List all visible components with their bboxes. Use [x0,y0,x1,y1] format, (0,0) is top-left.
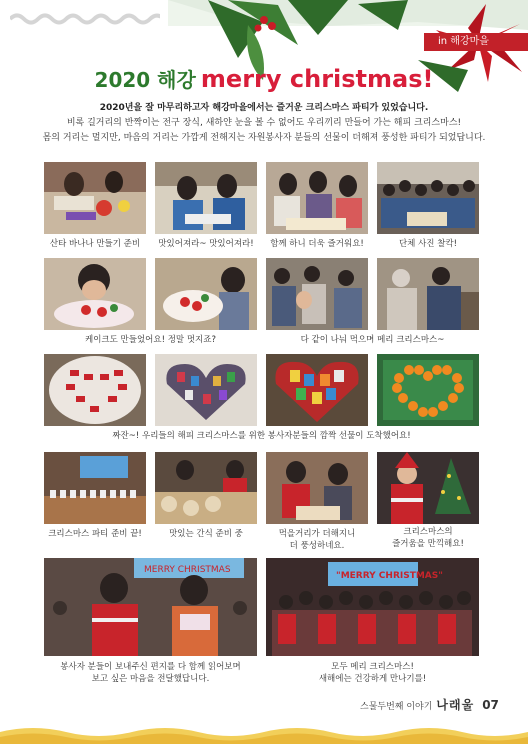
section-tag: in 해강마을 [424,33,528,51]
intro-line-3: 몸의 거리는 멀지만, 마음의 거리는 가깝게 전해지는 자원봉사자 분들의 선물이 더해져 풍성한 파티가 되었답니다. [42,133,486,143]
photo-sharing-food-1 [266,258,368,330]
magazine-name: 나래울 [436,698,475,712]
wavy-line-decoration [10,12,160,26]
caption-letters-2: 보고 싶은 마음을 전달했답니다. [91,674,210,684]
photo-food-abundant [266,452,368,524]
photo-santa-tree [377,452,479,524]
caption-food-abundant-1: 먹을거리가 더해지니 [278,529,356,539]
caption-group-1: 모두 메리 크리스마스! [331,662,414,672]
screen-text-2: "MERRY CHRISTMAS" [336,571,443,581]
photo-party-ready [44,452,146,524]
screen-text-1: MERRY CHRISTMAS [144,565,231,575]
photo-cake-made [155,258,257,330]
photo-gift-socks-heart [155,354,257,426]
footer-label: 스물두번째 이야기 [360,702,433,712]
caption-group-2: 새해에는 건강하게 만나기를! [318,674,427,684]
photo-gift-oranges-heart [377,354,479,426]
photo-cake-child [44,258,146,330]
photo-together-fun [266,162,368,234]
intro-line-2: 비록 길거리의 반짝이는 전구 장식, 새하얀 눈을 볼 수 없어도 우리끼리 만들어 가는 해피 크리스마스! [66,118,462,128]
caption-santa-1: 크리스마스의 [403,527,453,537]
photo-reading-letters [44,558,257,656]
photo-banana-prep [44,162,146,234]
caption-letters-1: 봉사자 분들이 보내주신 편지를 다 함께 읽어보며 [60,662,241,672]
caption-banana-prep: 산타 바나나 만들기 준비 [49,239,141,249]
caption-group-shot: 단체 사진 찰칵! [398,239,458,249]
caption-santa-2: 즐거움을 만끽해요! [392,539,464,549]
page-footer [360,696,499,713]
photo-snack-prep [155,452,257,524]
title-year: 2020 해강 [94,68,196,92]
photo-gift-heart-boxes [44,354,146,426]
photo-group-merry-christmas [266,558,479,656]
photo-group-shot [377,162,479,234]
caption-cake: 케이크도 만들었어요! 정말 멋지죠? [85,335,216,345]
photo-gift-snacks-heart [266,354,368,426]
caption-sharing: 다 같이 나눠 먹으며 메리 크리스마스~ [300,335,445,345]
page-title [0,64,528,93]
page-number: 07 [482,698,499,712]
photo-making-food [155,162,257,234]
photo-sharing-food-2 [377,258,479,330]
caption-gifts: 짜잔~! 우리들의 해피 크리스마스를 위한 봉사자분들의 깜짝 선물이 도착했어요! [112,431,411,441]
title-main: merry christmas! [200,65,434,93]
caption-snack-prep: 맛있는 간식 준비 중 [169,529,243,539]
intro-line-1: 2020년을 잘 마무리하고자 해강마을에서는 즐거운 크리스마스 파티가 있었습니다. [99,103,429,113]
caption-party-ready: 크리스마스 파티 준비 끝! [48,529,142,539]
caption-making-food: 맛있어져라~ 맛있어져라! [158,239,254,249]
bottom-wave-decoration [0,724,528,744]
caption-food-abundant-2: 더 풍성하네요. [289,541,345,551]
caption-together-fun: 함께 하니 더욱 즐거워요! [270,239,364,249]
